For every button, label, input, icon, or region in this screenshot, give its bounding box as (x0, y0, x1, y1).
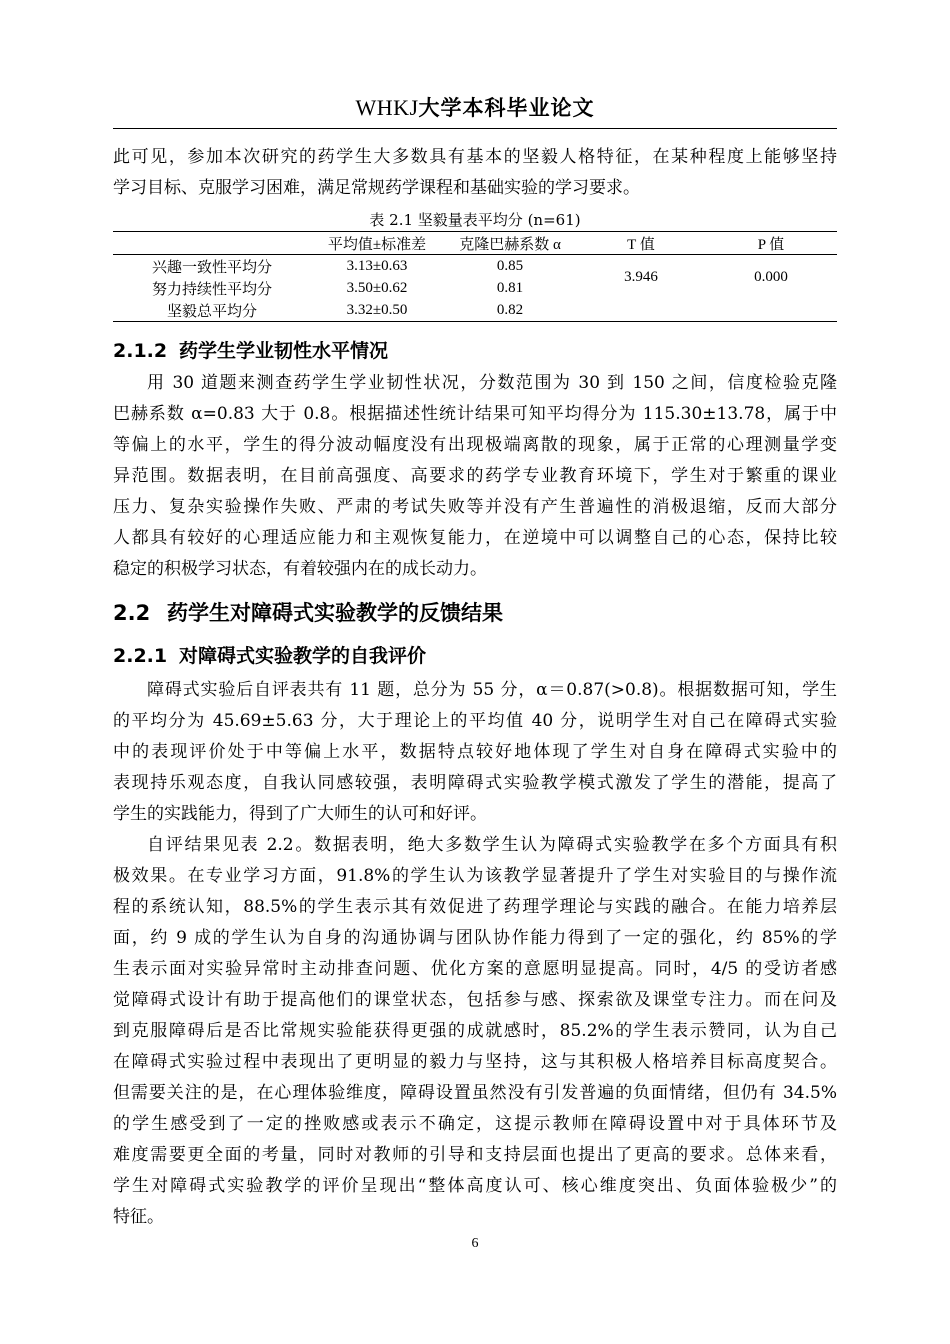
resilience-paragraph (113, 368, 837, 585)
paragraph-line: 的平均分为 45.69±5.63 分，大于理论上的平均值 40 分，说明学生对自己在障碍式实验 (113, 711, 837, 731)
header-title-text: 大学本科毕业论文 (418, 95, 595, 120)
paragraph-line: 生表示面对实验异常时主动排查问题、优化方案的意愿明显提高。同时，4/5 的受访者感 (113, 959, 837, 979)
paragraph-line: 到克服障碍后是否比常规实验能获得更强的成就感时，85.2%的学生表示赞同，认为自己 (113, 1021, 837, 1041)
empty-cell (705, 299, 837, 322)
alpha-cell: 0.85 (496, 257, 524, 274)
section-number: 2.2 (113, 601, 151, 625)
page-number: 6 (471, 1236, 479, 1251)
mean-sd-cell: 3.32±0.50 (346, 301, 408, 318)
paragraph-line: 面，约 9 成的学生认为自身的沟通协调与团队协作能力得到了一定的强化，约 85%的学 (113, 928, 837, 948)
p-value-cell: 0.000 (754, 268, 788, 285)
paragraph-line: 学习目标、克服学习困难，满足常规药学课程和基础实验的学习要求。 (113, 178, 640, 198)
paragraph-line: 稳定的积极学习状态，有着较强内在的成长动力。 (113, 559, 487, 579)
header-rule (113, 128, 837, 129)
paragraph-line: 巴赫系数 α=0.83 大于 0.8。根据描述性统计结果可知平均得分为 115.30±13.78，属于中 (113, 404, 837, 424)
paragraph-line: 此可见，参加本次研究的药学生大多数具有基本的坚毅人格特征，在某种程度上能够坚持 (113, 147, 837, 167)
table-header-cell: P 值 (757, 236, 785, 253)
alpha-cell: 0.82 (496, 301, 524, 318)
mean-sd-cell: 3.50±0.62 (346, 279, 408, 296)
paragraph-line: 自评结果见表 2.2。数据表明，绝大多数学生认为障碍式实验教学在多个方面具有积 (147, 835, 837, 855)
section-title: 对障碍式实验教学的自我评价 (179, 645, 427, 667)
mean-sd-cell: 3.13±0.63 (346, 257, 408, 274)
table-row (113, 255, 837, 278)
paragraph-line: 压力、复杂实验操作失败、严肃的考试失败等并没有产生普遍性的消极退缩，反而大部分 (113, 497, 837, 517)
t-value-cell: 3.946 (624, 268, 658, 285)
running-header (113, 92, 837, 122)
table-header-cell: T 值 (627, 236, 655, 253)
header-latin-text: WHKJ (355, 95, 419, 120)
paragraph-line: 人都具有较好的心理适应能力和主观恢复能力，在逆境中可以调整自己的心态，保持比较 (113, 528, 837, 548)
section-number: 2.2.1 (113, 645, 168, 667)
row-label: 努力持续性平均分 (151, 279, 272, 298)
grit-score-table (113, 231, 837, 322)
paragraph-line: 学生对障碍式实验教学的评价呈现出“整体高度认可、核心维度突出、负面体验极少”的 (113, 1176, 837, 1196)
paragraph-line: 学生的实践能力，得到了广大师生的认可和好评。 (113, 804, 487, 824)
table-caption: 表 2.1 坚毅量表平均分 (n=61) (369, 211, 581, 229)
table-header-row (113, 232, 837, 255)
section-title: 药学生对障碍式实验教学的反馈结果 (167, 601, 503, 625)
section-heading-2-2 (113, 597, 503, 627)
table-row (113, 299, 837, 322)
empty-cell (577, 299, 705, 322)
intro-paragraph (113, 142, 837, 204)
section-title: 药学生学业韧性水平情况 (179, 340, 389, 362)
section-number: 2.1.2 (113, 340, 168, 362)
table-header-cell (113, 232, 311, 255)
alpha-cell: 0.81 (496, 279, 524, 296)
paragraph-line: 但需要关注的是，在心理体验维度，障碍设置虽然没有引发普遍的负面情绪，但仍有 34.5% (113, 1083, 837, 1103)
self-evaluation-paragraph-1 (113, 675, 837, 830)
row-label: 坚毅总平均分 (166, 301, 257, 320)
paragraph-line: 难度需要更全面的考量，同时对教师的引导和支持层面也提出了更高的要求。总体来看， (113, 1145, 837, 1165)
paragraph-line: 障碍式实验后自评表共有 11 题，总分为 55 分，α＝0.87(>0.8)。根据数据可知，学生 (147, 680, 837, 700)
paragraph-line: 的学生感受到了一定的挫败感或表示不确定，这提示教师在障碍设置中对于具体环节及 (113, 1114, 837, 1134)
section-heading-2-1-2 (113, 336, 388, 363)
paragraph-line: 特征。 (113, 1207, 164, 1227)
table-header-cell: 克隆巴赫系数 α (459, 236, 561, 253)
section-heading-2-2-1 (113, 641, 426, 668)
paragraph-line: 用 30 道题来测查药学生学业韧性状况，分数范围为 30 到 150 之间，信度检验克隆 (147, 373, 837, 393)
paragraph-line: 极效果。在专业学习方面，91.8%的学生认为该教学显著提升了学生对实验目的与操作流 (113, 866, 837, 886)
paragraph-line: 觉障碍式设计有助于提高他们的课堂状态，包括参与感、探索欲及课堂专注力。而在问及 (113, 990, 837, 1010)
self-evaluation-paragraph-2 (113, 830, 837, 1233)
paragraph-line: 异范围。数据表明，在目前高强度、高要求的药学专业教育环境下，学生对于繁重的课业 (113, 466, 837, 486)
row-label: 兴趣一致性平均分 (151, 257, 272, 276)
paragraph-line: 等偏上的水平，学生的得分波动幅度没有出现极端离散的现象，属于正常的心理测量学变 (113, 435, 837, 455)
paragraph-line: 中的表现评价处于中等偏上水平，数据特点较好地体现了学生对自身在障碍式实验中的 (113, 742, 837, 762)
paragraph-line: 程的系统认知，88.5%的学生表示其有效促进了药理学理论与实践的融合。在能力培养层 (113, 897, 837, 917)
table-header-cell: 平均值±标准差 (327, 236, 427, 253)
paragraph-line: 在障碍式实验过程中表现出了更明显的毅力与坚持，这与其积极人格培养目标高度契合。 (113, 1052, 837, 1072)
paragraph-line: 表现持乐观态度，自我认同感较强，表明障碍式实验教学模式激发了学生的潜能，提高了 (113, 773, 837, 793)
